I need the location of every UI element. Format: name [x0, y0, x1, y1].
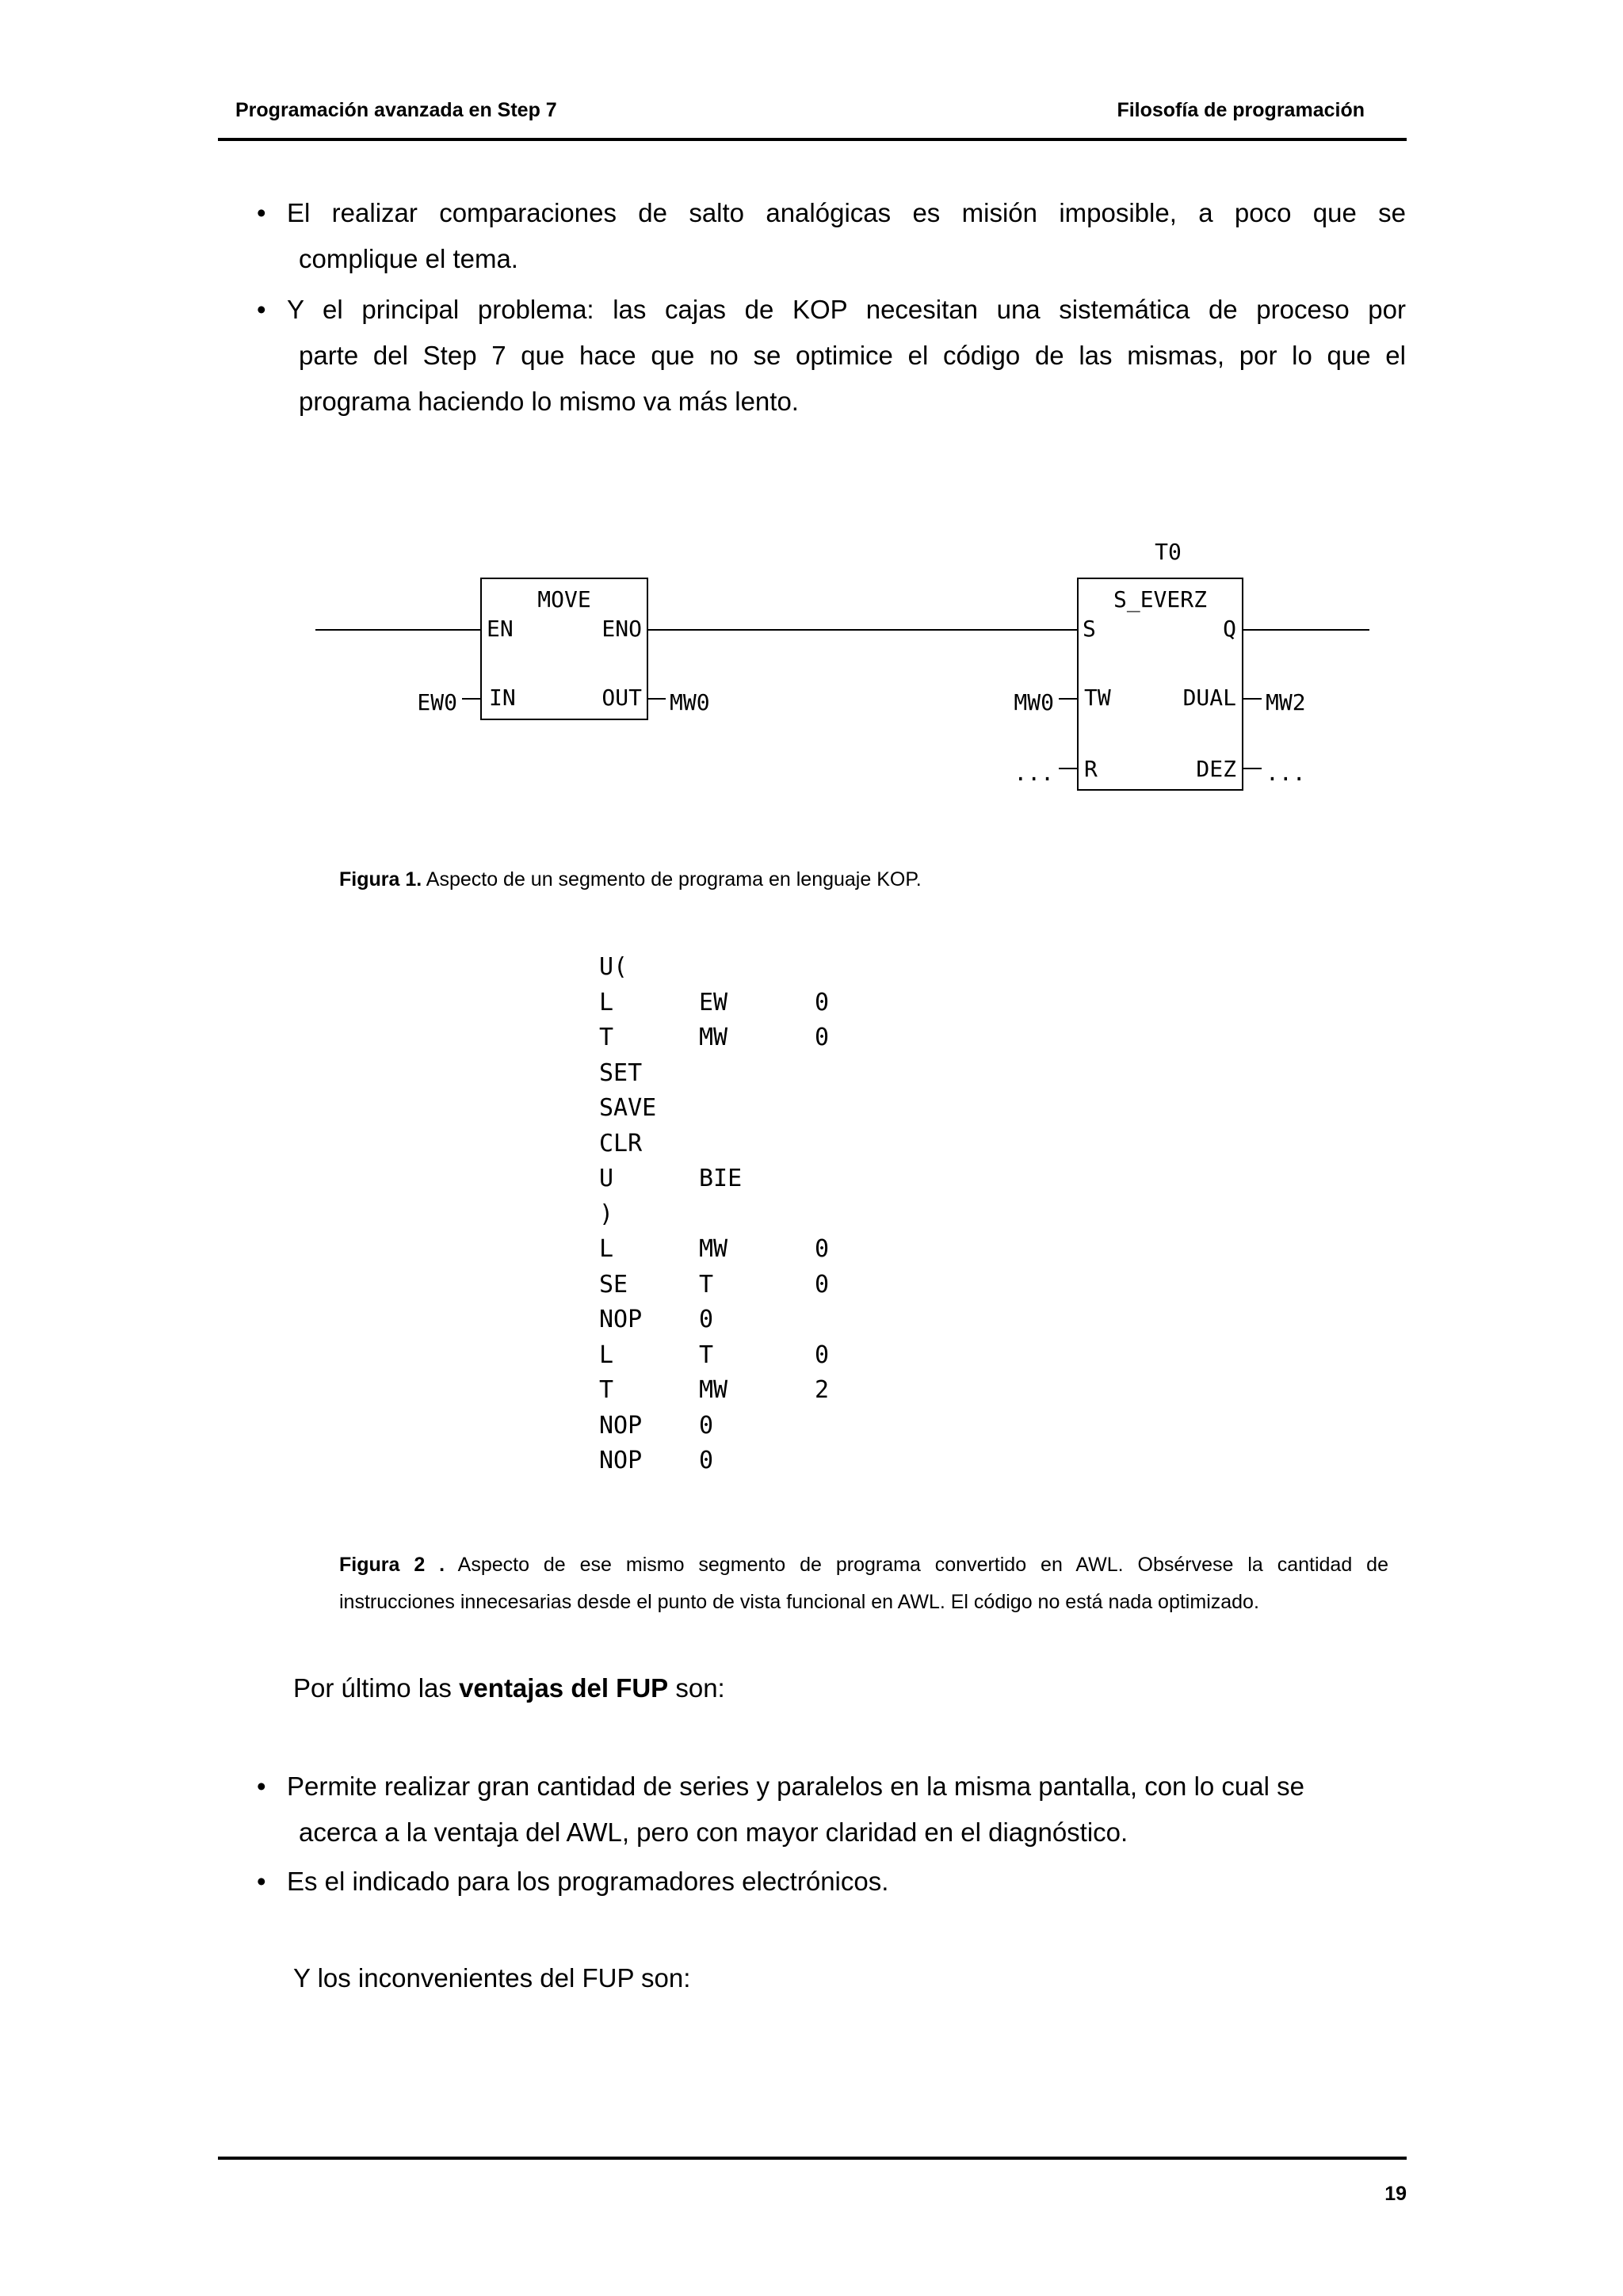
awl-address: 0 [815, 1024, 830, 1051]
move-out-operand: MW0 [670, 689, 710, 715]
bullet-line: acerca a la ventaja del AWL, pero con mayor claridad en el diagnóstico. [299, 1817, 1128, 1847]
figure2-caption [339, 1547, 1388, 1621]
figure2-line1-text: Aspecto de ese mismo segmento de programa convertido en AWL. Obsérvese la cantidad de [457, 1554, 1388, 1576]
awl-operation: SET [599, 1058, 643, 1087]
timer-tw-pin: TW [1084, 685, 1111, 711]
timer-q-pin: Q [1223, 616, 1236, 642]
awl-operand: 0 [699, 1411, 714, 1440]
bullet-line: Y el principal problema: las cajas de KOP necesitan una sistemática de proceso por [287, 295, 1406, 324]
awl-operation: L [599, 1341, 614, 1369]
move-eno-pin: ENO [601, 616, 642, 642]
fup-intro-prefix: Por último las [293, 1673, 460, 1703]
awl-operation: L [599, 1235, 614, 1263]
figure1-text: Aspecto de un segmento de programa en lenguaje KOP. [426, 868, 922, 891]
move-title: MOVE [537, 586, 591, 612]
awl-operation: T [599, 1024, 614, 1051]
bullet-line: complique el tema. [299, 244, 518, 273]
figure2-line1 [339, 1547, 1388, 1584]
bullet-line: El realizar comparaciones de salto analógicas es misión imposible, a poco que se [287, 198, 1406, 227]
bullet-line: programa haciendo lo mismo va más lento. [299, 387, 799, 416]
fup-intro-suffix: son: [668, 1673, 725, 1703]
fup-advantages-intro [293, 1665, 725, 1711]
bullet-line: parte del Step 7 que hace que no se optimice el código de las mismas, por lo que el [299, 341, 1406, 370]
awl-operand: T [699, 1341, 714, 1369]
move-in-pin: IN [489, 685, 516, 711]
timer-dual-pin: DUAL [1182, 685, 1236, 711]
awl-operation: ) [599, 1199, 614, 1228]
awl-operation: SE [599, 1270, 628, 1299]
awl-operation: T [599, 1376, 614, 1404]
page-number: 19 [1384, 2183, 1407, 2205]
bullet-line: Es el indicado para los programadores electrónicos. [287, 1867, 889, 1896]
bullet-dot: • [257, 295, 266, 324]
figure2-label: Figura 2 . [339, 1554, 445, 1576]
move-en-pin: EN [487, 616, 514, 642]
figure2-line2: instrucciones innecesarias desde el punto de vista funcional en AWL. El código no está nada optimizado. [339, 1591, 1259, 1613]
awl-operation: SAVE [599, 1094, 657, 1122]
fup-intro-bold: ventajas del FUP [459, 1673, 669, 1703]
awl-operand: MW [699, 1376, 728, 1404]
bullet-dot: • [257, 1867, 266, 1896]
awl-operand: EW [699, 988, 728, 1016]
timer-tw-operand: MW0 [1014, 689, 1054, 715]
footer-rule [218, 2157, 1407, 2160]
fup-cons-intro: Y los inconvenientes del FUP son: [293, 1963, 691, 1993]
awl-operation: NOP [599, 1447, 643, 1474]
timer-dez-operand: ... [1266, 760, 1306, 786]
awl-address: 0 [815, 1270, 830, 1299]
kop-diagram [0, 0, 1623, 824]
awl-operation: CLR [599, 1129, 643, 1158]
awl-operand: MW [699, 1024, 728, 1051]
figure1-label: Figura 1. [339, 868, 422, 891]
timer-dual-operand: MW2 [1266, 689, 1306, 715]
timer-r-pin: R [1084, 756, 1098, 782]
awl-operation: NOP [599, 1306, 643, 1333]
bullet-fup-electronics [257, 1859, 1406, 1905]
awl-operand: 0 [699, 1306, 714, 1333]
timer-s-pin: S [1083, 616, 1096, 642]
header-right: Filosofía de programación [1117, 99, 1365, 121]
timer-title: S_EVERZ [1113, 586, 1208, 612]
awl-address: 0 [815, 988, 830, 1016]
bullet-dot: • [257, 198, 266, 227]
timer-dez-pin: DEZ [1196, 756, 1236, 782]
awl-operand: MW [699, 1235, 728, 1263]
bullet-line: Permite realizar gran cantidad de series y paralelos en la misma pantalla, con lo cual se [287, 1772, 1304, 1801]
awl-operation: L [599, 988, 614, 1016]
awl-address: 2 [815, 1376, 830, 1404]
timer-r-operand: ... [1014, 760, 1054, 786]
awl-operand: BIE [699, 1165, 743, 1192]
move-out-pin: OUT [601, 685, 642, 711]
awl-address: 0 [815, 1341, 830, 1369]
timer-label: T0 [1155, 539, 1182, 565]
awl-address: 0 [815, 1235, 830, 1263]
figure1-caption [339, 861, 922, 898]
awl-operation: U [599, 1165, 614, 1192]
move-in-operand: EW0 [417, 689, 457, 715]
bullet-dot: • [257, 1772, 266, 1801]
awl-operation: NOP [599, 1411, 643, 1440]
awl-operation: U( [599, 953, 628, 981]
bullet-fup-series [257, 1764, 1406, 1855]
header-left: Programación avanzada en Step 7 [235, 99, 557, 121]
awl-operand: T [699, 1270, 714, 1299]
awl-operand: 0 [699, 1447, 714, 1474]
